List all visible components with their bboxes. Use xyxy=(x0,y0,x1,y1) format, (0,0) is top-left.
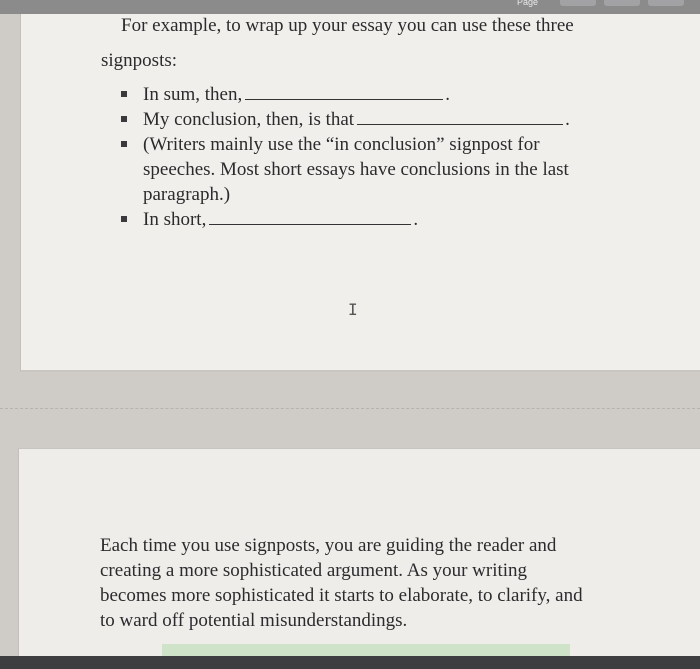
list-item-text: In sum, then, xyxy=(143,84,243,105)
fill-in-blank[interactable] xyxy=(245,83,443,100)
list-item xyxy=(143,107,570,132)
list-item xyxy=(143,82,450,107)
bottom-highlight-strip xyxy=(162,644,570,656)
toolbar-control[interactable] xyxy=(560,0,596,6)
list-item-continuation xyxy=(143,182,230,207)
paragraph-line: to ward off potential misunderstandings. xyxy=(100,610,408,631)
intro-line-1: For example, to wrap up your essay you can use these three xyxy=(121,15,574,36)
toolbar-control[interactable] xyxy=(648,0,684,6)
fill-in-blank[interactable] xyxy=(209,208,411,225)
toolbar-control[interactable] xyxy=(604,0,640,6)
list-item-text: paragraph.) xyxy=(143,184,231,205)
page-tab-label: Page xyxy=(517,0,539,7)
list-item xyxy=(143,132,540,157)
bullet-marker xyxy=(121,216,127,222)
paragraph-line: becomes more sophisticated it starts to elaborate, to clarify, and xyxy=(100,585,583,606)
list-item-text: My conclusion, then, is that xyxy=(143,109,355,130)
list-item-text: In short, xyxy=(143,209,207,230)
intro-line-2: signposts: xyxy=(101,50,178,71)
list-item-text: speeches. Most short essays have conclusions in the last xyxy=(143,159,569,180)
paragraph-line: Each time you use signposts, you are guiding the reader and xyxy=(100,535,557,556)
list-item-text: (Writers mainly use the “in conclusion” signpost for xyxy=(143,134,540,155)
bottom-taskbar xyxy=(0,656,700,669)
bullet-marker xyxy=(121,91,127,97)
bullet-marker xyxy=(121,116,127,122)
list-item xyxy=(143,207,418,232)
top-toolbar-strip xyxy=(0,0,700,14)
summary-paragraph xyxy=(100,533,660,633)
text-cursor-icon: I xyxy=(348,300,358,319)
paragraph-line: creating a more sophisticated argument. As your writing xyxy=(100,560,528,581)
list-item-end: . xyxy=(413,209,419,230)
list-item-end: . xyxy=(565,109,570,130)
bullet-marker xyxy=(121,141,127,147)
list-item-continuation xyxy=(143,157,569,182)
page-separator xyxy=(0,408,700,409)
fill-in-blank[interactable] xyxy=(357,108,563,125)
list-item-end: . xyxy=(445,84,450,105)
